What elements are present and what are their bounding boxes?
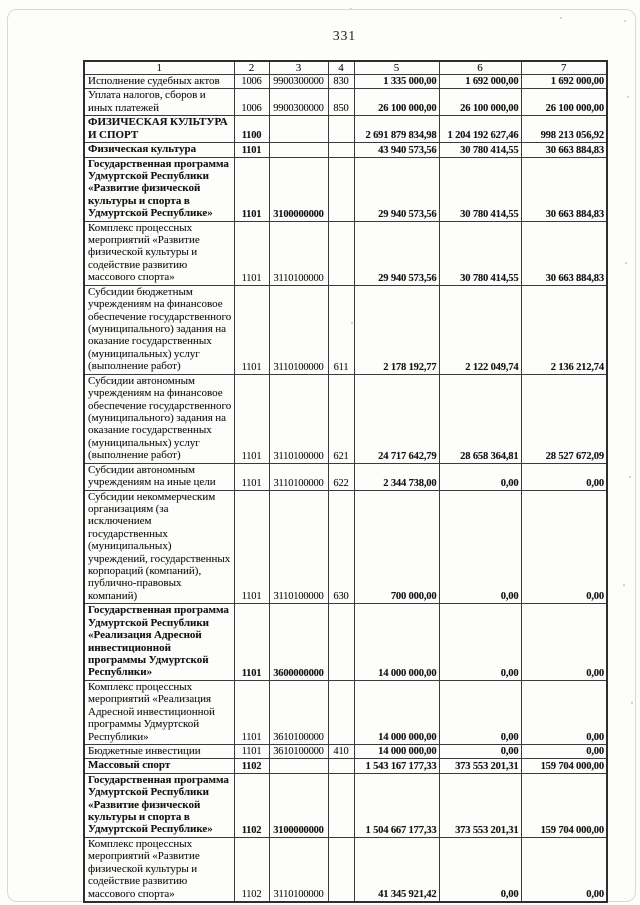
column-header: 4 [328,61,354,75]
amount-col6-cell: 26 100 000,00 [439,89,521,116]
section-code-cell: 1102 [234,773,269,837]
row-name-cell: Уплата налогов, сборов и иных платежей [84,89,234,116]
table-row [84,157,607,221]
amount-col7-cell: 998 213 056,92 [521,116,607,143]
amount-col7-cell: 159 704 000,00 [521,773,607,837]
amount-col7-cell: 1 692 000,00 [521,75,607,89]
amount-col7-cell: 0,00 [521,744,607,758]
amount-col5-cell: 41 345 921,42 [354,837,439,902]
amount-col6-cell: 1 692 000,00 [439,75,521,89]
table-row [84,680,607,744]
amount-col6-cell: 373 553 201,31 [439,773,521,837]
table-row [84,837,607,902]
expense-type-cell: 850 [328,89,354,116]
row-name-cell: Субсидии бюджетным учреждениям на финансовое обеспечение государственного (муниципального) задания на оказание государственных (муниципальных) услуг (выполнение работ) [84,285,234,374]
target-article-cell: 3100000000 [269,157,328,221]
target-article-cell [269,116,328,143]
page-number: 331 [332,28,357,43]
amount-col7-cell: 0,00 [521,680,607,744]
amount-col7-cell: 0,00 [521,463,607,490]
amount-col7-cell: 159 704 000,00 [521,759,607,773]
amount-col6-cell: 0,00 [439,604,521,681]
scan-noise-speck [631,702,633,704]
expense-type-cell [328,680,354,744]
target-article-cell: 3110100000 [269,463,328,490]
scan-noise-speck [624,20,626,22]
row-name-cell: Физическая культура [84,143,234,157]
scan-noise-speck [627,96,629,98]
expense-type-cell [328,157,354,221]
amount-col6-cell: 0,00 [439,490,521,604]
amount-col5-cell: 43 940 573,56 [354,143,439,157]
table-row [84,759,607,773]
amount-col5-cell: 2 178 192,77 [354,285,439,374]
section-code-cell: 1101 [234,143,269,157]
row-name-cell: Исполнение судебных актов [84,75,234,89]
target-article-cell: 3110100000 [269,285,328,374]
section-code-cell: 1101 [234,680,269,744]
target-article-cell: 3110100000 [269,837,328,902]
section-code-cell: 1101 [234,463,269,490]
amount-col6-cell: 2 122 049,74 [439,285,521,374]
target-article-cell: 3100000000 [269,773,328,837]
column-header: 2 [234,61,269,75]
table-row [84,490,607,604]
amount-col5-cell: 1 504 667 177,33 [354,773,439,837]
expense-type-cell [328,116,354,143]
target-article-cell: 9900300000 [269,89,328,116]
column-header: 3 [269,61,328,75]
target-article-cell: 3110100000 [269,490,328,604]
amount-col7-cell: 0,00 [521,604,607,681]
amount-col6-cell: 0,00 [439,744,521,758]
amount-col5-cell: 1 543 167 177,33 [354,759,439,773]
column-header: 1 [84,61,234,75]
amount-col7-cell: 28 527 672,09 [521,374,607,463]
amount-col5-cell: 2 691 879 834,98 [354,116,439,143]
amount-col7-cell: 30 663 884,83 [521,221,607,285]
row-name-cell: Субсидии автономным учреждениям на иные цели [84,463,234,490]
expense-type-cell [328,143,354,157]
column-header: 7 [521,61,607,75]
amount-col5-cell: 14 000 000,00 [354,744,439,758]
budget-table-header [84,61,607,75]
row-name-cell: Государственная программа Удмуртской Республики «Развитие физической культуры и спорта в Удмуртской Республике» [84,773,234,837]
section-code-cell: 1100 [234,116,269,143]
row-name-cell: Государственная программа Удмуртской Республики «Реализация Адресной инвестиционной программы Удмуртской Республики» [84,604,234,681]
table-row [84,143,607,157]
amount-col5-cell: 700 000,00 [354,490,439,604]
row-name-cell: Комплекс процессных мероприятий «Развитие физической культуры и содействие развитию массового спорта» [84,221,234,285]
target-article-cell: 3610100000 [269,744,328,758]
row-name-cell: Государственная программа Удмуртской Республики «Развитие физической культуры и спорта в Удмуртской Республике» [84,157,234,221]
amount-col7-cell: 2 136 212,74 [521,285,607,374]
amount-col5-cell: 14 000 000,00 [354,680,439,744]
expense-type-cell [328,759,354,773]
expense-type-cell: 410 [328,744,354,758]
table-row [84,773,607,837]
table-row [84,463,607,490]
expense-type-cell [328,604,354,681]
target-article-cell [269,759,328,773]
scan-noise-speck [350,8,352,9]
row-name-cell: Субсидии автономным учреждениям на финансовое обеспечение государственного (муниципального) задания на оказание государственных (муниципальных) услуг (выполнение работ) [84,374,234,463]
scan-noise-speck [629,476,631,478]
column-header: 6 [439,61,521,75]
target-article-cell: 3110100000 [269,221,328,285]
amount-col5-cell: 2 344 738,00 [354,463,439,490]
expense-type-cell: 611 [328,285,354,374]
budget-table-body [84,75,607,903]
amount-col6-cell: 0,00 [439,837,521,902]
section-code-cell: 1101 [234,374,269,463]
section-code-cell: 1101 [234,221,269,285]
section-code-cell: 1102 [234,759,269,773]
expense-type-cell [328,773,354,837]
section-code-cell: 1006 [234,75,269,89]
row-name-cell: Массовый спорт [84,759,234,773]
amount-col6-cell: 373 553 201,31 [439,759,521,773]
amount-col6-cell: 0,00 [439,680,521,744]
section-code-cell: 1006 [234,89,269,116]
target-article-cell: 3610100000 [269,680,328,744]
expense-type-cell: 830 [328,75,354,89]
scan-noise-speck [560,17,562,19]
section-code-cell: 1101 [234,157,269,221]
target-article-cell: 9900300000 [269,75,328,89]
row-name-cell: Субсидии некоммерческим организациям (за исключением государственных (муниципальных) учреждений, государственных корпораций (компаний), публично-правовых компаний) [84,490,234,604]
amount-col7-cell: 30 663 884,83 [521,157,607,221]
amount-col5-cell: 26 100 000,00 [354,89,439,116]
target-article-cell: 3110100000 [269,374,328,463]
table-row [84,744,607,758]
column-header: 5 [354,61,439,75]
row-name-cell: Комплекс процессных мероприятий «Развитие физической культуры и содействие развитию массового спорта» [84,837,234,902]
amount-col7-cell: 0,00 [521,837,607,902]
amount-col6-cell: 30 780 414,55 [439,221,521,285]
amount-col6-cell: 30 780 414,55 [439,157,521,221]
amount-col6-cell: 28 658 364,81 [439,374,521,463]
section-code-cell: 1101 [234,744,269,758]
table-row [84,89,607,116]
table-row [84,374,607,463]
amount-col7-cell: 0,00 [521,490,607,604]
row-name-cell: Бюджетные инвестиции [84,744,234,758]
expense-type-cell [328,837,354,902]
table-row [84,604,607,681]
expense-type-cell: 622 [328,463,354,490]
table-row [84,285,607,374]
amount-col7-cell: 26 100 000,00 [521,89,607,116]
amount-col5-cell: 24 717 642,79 [354,374,439,463]
expense-type-cell [328,221,354,285]
scan-noise-speck [623,584,625,586]
amount-col6-cell: 30 780 414,55 [439,143,521,157]
section-code-cell: 1101 [234,490,269,604]
section-code-cell: 1101 [234,285,269,374]
table-row [84,221,607,285]
section-code-cell: 1101 [234,604,269,681]
amount-col5-cell: 29 940 573,56 [354,157,439,221]
target-article-cell: 3600000000 [269,604,328,681]
amount-col6-cell: 1 204 192 627,46 [439,116,521,143]
header-row [84,61,607,75]
amount-col5-cell: 29 940 573,56 [354,221,439,285]
expense-type-cell: 630 [328,490,354,604]
table-row [84,75,607,89]
amount-col5-cell: 14 000 000,00 [354,604,439,681]
section-code-cell: 1102 [234,837,269,902]
amount-col7-cell: 30 663 884,83 [521,143,607,157]
budget-table [83,60,608,903]
amount-col6-cell: 0,00 [439,463,521,490]
target-article-cell [269,143,328,157]
table-row [84,116,607,143]
scan-noise-speck [625,262,627,264]
amount-col5-cell: 1 335 000,00 [354,75,439,89]
row-name-cell: Комплекс процессных мероприятий «Реализация Адресной инвестиционной программы Удмуртской Республики» [84,680,234,744]
row-name-cell: ФИЗИЧЕСКАЯ КУЛЬТУРА И СПОРТ [84,116,234,143]
expense-type-cell: 621 [328,374,354,463]
